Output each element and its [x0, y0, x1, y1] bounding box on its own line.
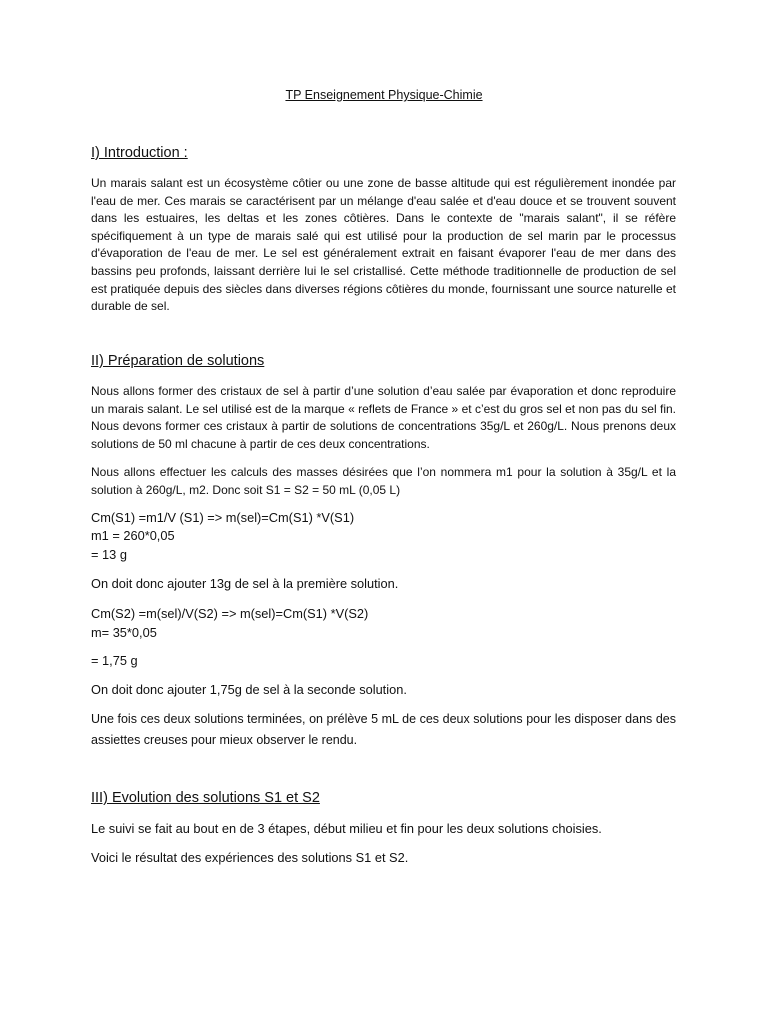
- section-1-paragraph: Un marais salant est un écosystème côtier ou une zone de basse altitude qui est régulièrement inondée par l'eau de mer. Ces marais se caractérisent par un mélange d'eau salée et d'eau douce et se trouvent souvent dans les estuaires, les deltas et les zones côtières. Dans le contexte de "marais salant", il se réfère spécifiquement à un type de marais salé qui est utilisé pour la production de sel marin par le processus d'évaporation de l'eau de mer. Le sel est généralement extrait en faisant évaporer l'eau de mer dans des bassins peu profonds, laissant derrière lui le sel cristallisé. Cette méthode traditionnelle de production de sel est pratiquée depuis des siècles dans diverses régions côtières du monde, fournissant une source naturelle et durable de sel.: [91, 176, 676, 314]
- calc-2-formula: Cm(S2) =m(sel)/V(S2) => m(sel)=Cm(S1) *V(S2): [91, 606, 369, 621]
- calc-2-result: = 1,75 g: [91, 653, 138, 668]
- section-2-paragraph-2: Nous allons effectuer les calculs des masses désirées que l’on nommera m1 pour la solution à 35g/L et la solution à 260g/L, m2. Donc soit S1 = S2 = 50 mL (0,05 L): [91, 465, 676, 497]
- section-1-heading: I) Introduction :: [91, 145, 188, 161]
- document-title: TP Enseignement Physique-Chimie: [285, 88, 483, 102]
- conclusion-2: On doit donc ajouter 1,75g de sel à la seconde solution.: [91, 682, 407, 697]
- calc-1-formula: Cm(S1) =m1/V (S1) => m(sel)=Cm(S1) *V(S1): [91, 510, 355, 525]
- section-2-heading: II) Préparation de solutions: [91, 353, 265, 369]
- calc-1-substitution: m1 = 260*0,05: [91, 528, 175, 543]
- conclusion-1: On doit donc ajouter 13g de sel à la première solution.: [91, 576, 399, 591]
- calc-2-substitution: m= 35*0,05: [91, 625, 157, 640]
- section-2-paragraph-3: Une fois ces deux solutions terminées, on prélève 5 mL de ces deux solutions pour les disposer dans des assiettes creuses pour mieux observer le rendu.: [91, 712, 676, 747]
- section-3-heading: III) Evolution des solutions S1 et S2: [91, 790, 320, 806]
- section-3-paragraph-1: Le suivi se fait au bout en de 3 étapes, début milieu et fin pour les deux solutions choisies.: [91, 821, 602, 836]
- section-2-paragraph-1: Nous allons former des cristaux de sel à partir d’une solution d’eau salée par évaporation et donc reproduire un marais salant. Le sel utilisé est de la marque « reflets de France » et c’est du gros sel et non pas du sel fin. Nous devons former ces cristaux à partir de solutions de concentrations 35g/L et 260g/L. Nous prenons deux solutions de 50 ml chacune à partir de ces deux concentrations.: [91, 384, 676, 451]
- section-3-paragraph-2: Voici le résultat des expériences des solutions S1 et S2.: [91, 850, 409, 865]
- calc-1-result: = 13 g: [91, 547, 127, 562]
